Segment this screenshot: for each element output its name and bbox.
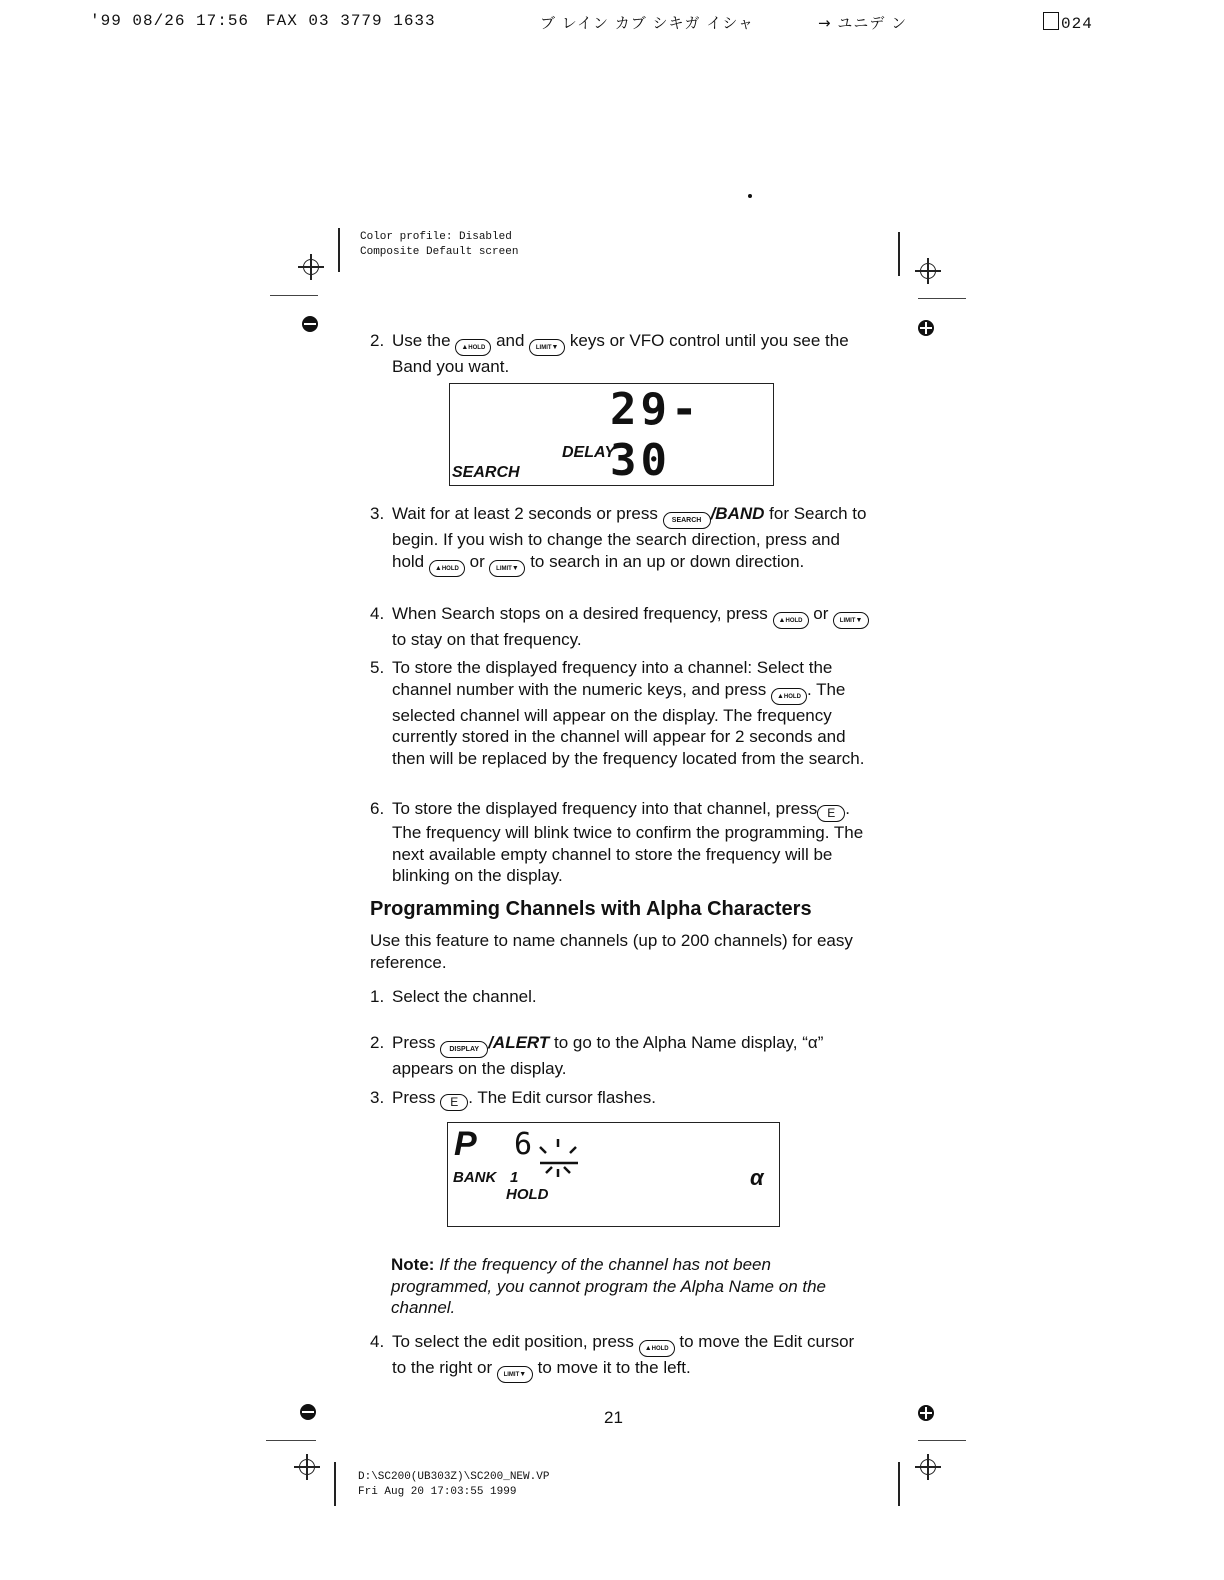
fax-number: FAX 03 3779 1633 [266,12,436,30]
fax-datetime: '99 08/26 17:56 [90,12,250,30]
fax-page [1043,12,1093,33]
step-2 [370,330,870,378]
registration-mark-icon [298,254,324,280]
step-number: 2. [370,331,385,350]
limit-down-key-icon: LIMIT▼ [489,560,525,577]
step-number: 4. [370,1332,385,1351]
print-meta-bottom-line1: D:\SC200(UB303Z)\SC200_NEW.VP [358,1471,550,1483]
band-label: /BAND [710,504,765,523]
step-text: Press [392,1088,436,1107]
registration-dot-icon [918,320,934,336]
hold-up-key-icon: ▲HOLD [455,339,491,356]
registration-mark-icon [915,258,941,284]
lcd-bank-number: 1 [510,1169,519,1186]
hold-up-key-icon: ▲HOLD [773,612,809,629]
step-text: or [813,604,829,623]
step-text: Press [392,1033,436,1052]
crop-line [918,298,966,299]
crop-line-right-top [898,232,900,276]
crop-line-left-bottom [334,1462,336,1506]
step-number: 4. [370,604,385,623]
step-text: . The selected channel will appear on the display. The frequency currently stored in the channel will appear for 2 seconds and then will be replaced by the frequency located from the search. [392,679,865,768]
print-meta-top [360,230,518,260]
lcd-display-search [449,383,774,486]
print-meta-bottom-line2: Fri Aug 20 17:03:55 1999 [358,1486,517,1498]
alert-label: /ALERT [488,1033,550,1052]
note-label: Note: [391,1255,435,1274]
print-meta-top-line1: Color profile: Disabled [360,231,512,243]
step-text: for Search to begin. If you wish to change the search direction, press and hold [392,504,867,571]
step-text: keys or VFO control until you see the Band you want. [392,331,849,376]
limit-down-key-icon: LIMIT▼ [497,1366,533,1383]
section-intro [370,930,870,973]
alpha-step-4 [370,1331,870,1383]
lcd-delay-label: DELAY [562,444,616,461]
step-text: to move the Edit cursor to the right or [392,1332,855,1377]
note [391,1254,861,1319]
lcd-bank-label: BANK [453,1169,497,1186]
note-text: If the frequency of the channel has not been programmed, you cannot program the Alpha Name on the channel. [391,1255,827,1317]
crop-line [266,1440,316,1441]
step-text: or [469,551,485,571]
crop-line-left-top [338,228,340,272]
step-text: to search in an up or down direction. [530,551,805,571]
step-4 [370,603,870,651]
step-5 [370,657,870,769]
step-number: 6. [370,799,385,818]
step-text: to go to the Alpha Name display, “α” appears on the display. [392,1033,824,1078]
lcd-hold-label: HOLD [506,1186,549,1203]
lcd-display-alpha [447,1122,780,1227]
fax-page-icon [1043,12,1059,30]
step-text: To store the displayed frequency into that channel, press [392,799,818,818]
step-text: When Search stops on a desired frequency, press [392,604,768,623]
crop-line [918,1440,966,1441]
lcd-digit: 6 [514,1127,537,1162]
lcd-search-label: SEARCH [452,464,520,481]
alpha-step-3 [370,1087,870,1111]
fax-page-number: 024 [1061,15,1093,33]
step-6 [370,798,870,887]
lcd-frequency-digits: 29- 30 [610,384,702,486]
step-text: To store the displayed frequency into a channel: Select the channel number with the numeric keys, and press [392,658,833,699]
crop-line [270,295,318,296]
step-number: 3. [370,504,385,523]
registration-mark-icon [915,1454,941,1480]
step-number: 1. [370,987,385,1006]
step-text: and [496,331,525,350]
alpha-step-1 [370,986,870,1008]
page-number: 21 [604,1408,623,1427]
registration-dot-icon [918,1405,934,1421]
fax-recipient: → ユニデ ン [818,14,908,32]
speck-dot [748,194,752,198]
print-meta-bottom [358,1470,549,1500]
step-number: 5. [370,658,385,677]
registration-dot-icon [300,1404,316,1420]
step-text: to move it to the left. [537,1358,691,1377]
hold-up-key-icon: ▲HOLD [429,560,465,577]
step-number: 2. [370,1033,385,1052]
step-text: Select the channel. [392,987,537,1006]
step-text: to stay on that frequency. [392,630,582,649]
search-key-icon: SEARCH [663,512,711,529]
print-meta-top-line2: Composite Default screen [360,246,519,258]
step-3 [370,503,870,577]
step-number: 3. [370,1088,385,1107]
e-key-icon: E [440,1094,468,1111]
section-title: Programming Channels with Alpha Characters [370,898,812,920]
hold-up-key-icon: ▲HOLD [771,688,807,705]
registration-dot-icon [302,316,318,332]
lcd-p-label: P [454,1125,477,1163]
lcd-alpha-symbol: α [750,1165,764,1190]
limit-down-key-icon: LIMIT▼ [833,612,869,629]
section-intro-text: Use this feature to name channels (up to 200 channels) for easy reference. [370,931,853,972]
fax-sender: ブ レイン カブ シキガ イシャ [540,14,755,32]
limit-down-key-icon: LIMIT▼ [529,339,565,356]
registration-mark-icon [294,1454,320,1480]
e-key-icon: E [817,805,845,822]
step-text: Use the [392,331,451,350]
flashing-cursor-icon [532,1133,594,1193]
step-text: . The Edit cursor flashes. [468,1088,656,1107]
alpha-step-2 [370,1032,870,1080]
crop-line-right-bottom [898,1462,900,1506]
step-text: Wait for at least 2 seconds or press [392,504,658,523]
step-text: . The frequency will blink twice to confirm the programming. The next available empty channel to store the frequency will be blinking on the display. [392,799,864,885]
display-key-icon: DISPLAY [440,1041,488,1058]
hold-up-key-icon: ▲HOLD [639,1340,675,1357]
step-text: To select the edit position, press [392,1332,634,1351]
